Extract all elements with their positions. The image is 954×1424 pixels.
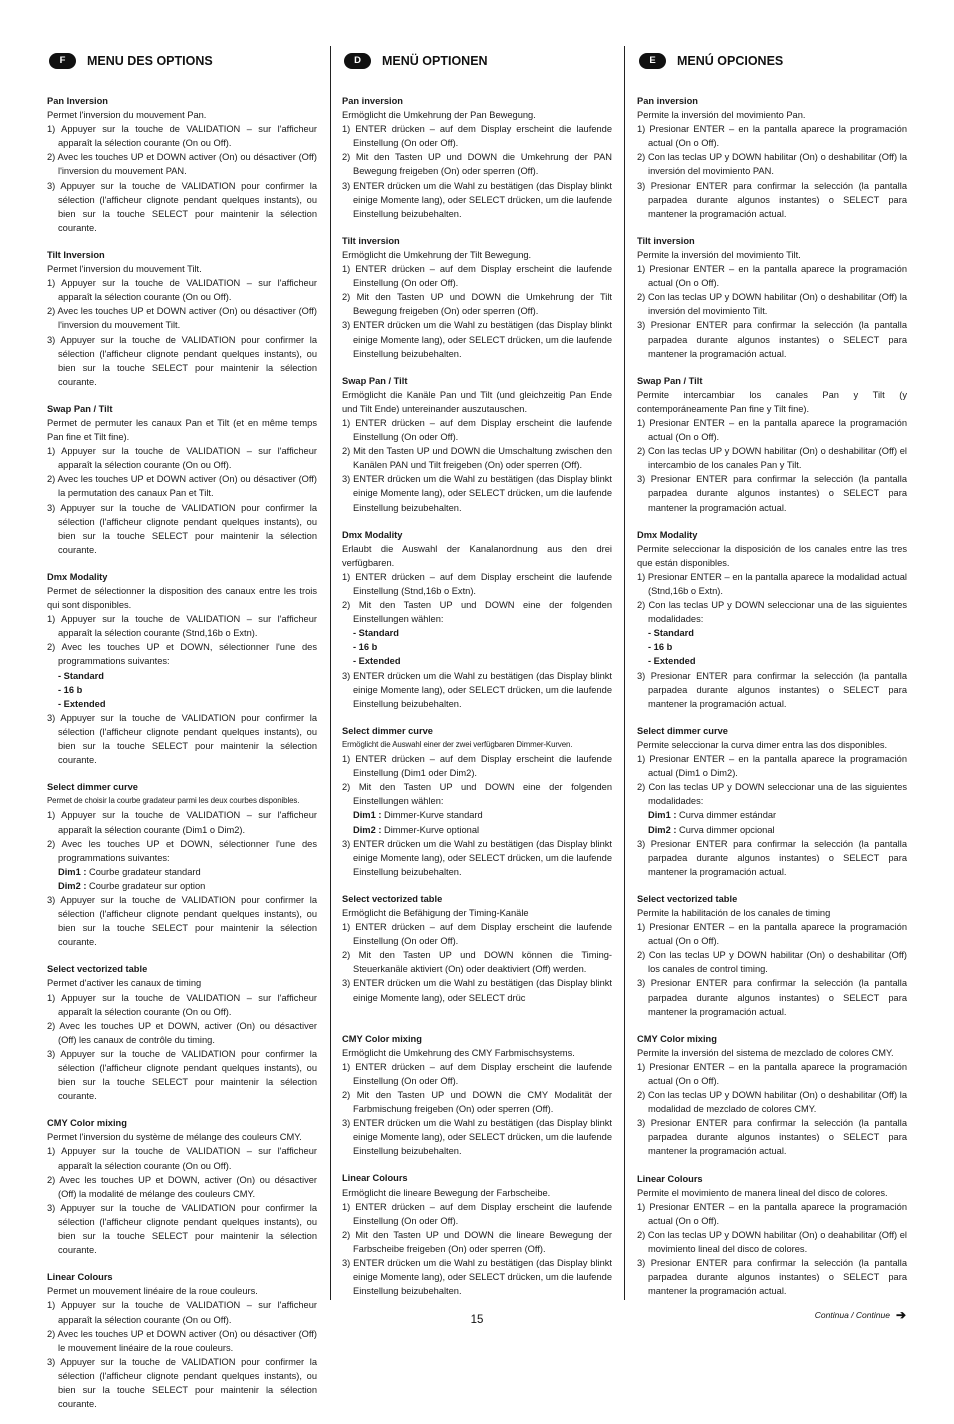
section-title: Swap Pan / Tilt [342,375,408,386]
step-item: 2) Avec les touches UP et DOWN activer (On) ou désactiver (Off) l'inversion du mouvement PAN. [47,152,317,177]
step-item: 1) ENTER drücken – auf dem Display erscheint die laufende Einstellung (On oder Off). [342,1061,612,1086]
step-item: 3) Appuyer sur la touche de VALIDATION pour confirmer la sélection (l'afficheur clignote pendant quelques instants), ou bien sur la touche SELECT pour maintenir la sélection courante. [47,334,317,387]
step-item: 1) Appuyer sur la touche de VALIDATION – sur l'afficheur apparaît la sélection courante (On ou Off). [47,1146,317,1171]
step-item: 1) Appuyer sur la touche de VALIDATION – sur l'afficheur apparaît la sélection courante (On ou Off). [47,278,317,303]
section-intro: Permet d'activer les canaux de timing [47,978,202,989]
step-item: 3) Appuyer sur la touche de VALIDATION pour confirmer la sélection (l'afficheur clignote pendant quelques instants), ou bien sur la touche SELECT pour maintenir la sélection courante. [47,894,317,948]
column-title: MENÜ OPTIONEN [382,54,488,68]
step-item: 3) Appuyer sur la touche de VALIDATION pour confirmer la sélection (l'afficheur clignote pendant quelques instants), ou bien sur la touche SELECT pour maintenir la sélection courante. [47,502,317,555]
section-title: Tilt inversion [342,235,400,246]
option-item [342,808,612,822]
step-item: 3) Appuyer sur la touche de VALIDATION pour confirmer la sélection (l'afficheur clignote pendant quelques instants), ou bien sur la touche SELECT pour maintenir la sélection courante. [47,1356,317,1410]
option-label: Dim2 : [58,880,87,891]
step-item: 3) Presionar ENTER para confirmar la selección (la pantalla parpadea durante algunos instantes) o SELECT para mantener la programación actual. [637,1118,907,1157]
section-intro: Ermöglicht die Umkehrung des CMY Farbmischsystems. [342,1047,575,1058]
section-intro: Permet l'inversion du mouvement Tilt. [47,264,202,275]
continue-link[interactable] [815,1308,906,1322]
step-item: 3) Presionar ENTER para confirmar la selección (la pantalla parpadea durante algunos instantes) o SELECT para mantener la programación actual. [637,180,907,219]
menu-section [342,892,612,1019]
step-item: 2) Avec les touches UP et DOWN activer (On) ou désactiver (Off) la permutation des canaux Pan et Tilt. [47,474,317,499]
step-item: 2) Con las teclas UP y DOWN habilitar (On) o deshabilitar (Off) los canales de control timing. [637,950,907,975]
column-spanish [637,50,907,1311]
step-item: 1) Presionar ENTER – en la pantalla aparece la programación actual (On o Off). [637,264,907,289]
step-item: 2) Mit den Tasten UP und DOWN die Umkehrung der PAN Bewegung freigeben (On) oder sperren (Off). [342,152,612,177]
option-item: - Extended [353,656,401,667]
section-title: Linear Colours [47,1272,113,1283]
section-title: Select dimmer curve [342,725,433,736]
step-item: 2) Mit den Tasten UP und DOWN die Umschaltung zwischen den Kanälen PAN und Tilt freigeben (On) oder sperren (Off). [342,446,612,471]
option-label: Dim1 : [58,866,87,877]
section-intro: Permet l'inversion du mouvement Pan. [47,110,207,121]
step-item: 2) Avec les touches UP et DOWN, activer (On) ou désactiver (Off) les canaux de contrôle du timing. [47,1020,317,1045]
section-intro: Ermöglicht die Kanäle Pan und Tilt (und gleichzeitig Pan Ende und Tilt Ende) untereinander auszutauschen. [342,389,612,414]
menu-section [47,780,317,949]
step-item: 1) ENTER drücken – auf dem Display erscheint die laufende Einstellung (Dim1 oder Dim2). [342,754,612,779]
menu-section [342,1032,612,1159]
section-title: Select vectorized table [47,964,148,975]
section-title: CMY Color mixing [47,1118,127,1129]
section-intro: Permet de choisir la courbe gradateur parmi les deux courbes disponibles. [47,796,300,806]
section-intro: Permite la inversión del movimiento Pan. [637,110,806,121]
section-intro: Permet de sélectionner la disposition des canaux entre les trois qui sont disponibles. [47,586,317,611]
section-title: Swap Pan / Tilt [47,403,113,414]
section-intro: Permet un mouvement linéaire de la roue couleurs. [47,1286,258,1297]
section-intro: Ermöglicht die Umkehrung der Tilt Bewegung. [342,249,532,260]
menu-section [342,724,612,879]
step-item: 1) ENTER drücken – auf dem Display erscheint die laufende Einstellung (On oder Off). [342,417,612,443]
option-item: - 16 b [58,684,83,695]
step-item: 2) Avec les touches UP et DOWN activer (On) ou désactiver (Off) le mouvement linéaire de la roue couleurs. [47,1328,317,1353]
menu-section [637,374,907,515]
column-divider [330,46,331,1300]
section-intro: Permite el movimiento de manera lineal del disco de colores. [637,1187,888,1198]
step-item: 2) Mit den Tasten UP und DOWN eine der folgenden Einstellungen wählen: [342,600,612,625]
menu-section [47,1270,317,1411]
option-item: - Standard [58,670,104,681]
option-item [637,823,907,837]
menu-section [47,248,317,389]
menu-section [342,528,612,711]
section-intro: Permet l'inversion du système de mélange des couleurs CMY. [47,1132,302,1143]
step-item: 3) ENTER drücken um die Wahl zu bestätigen (das Display blinkt einige Momente lang), oder SELECT drücken, um die laufende Einstellung beizubehalten. [342,838,612,877]
section-intro: Erlaubt die Auswahl der Kanalanordnung aus den drei verfügbaren. [342,543,612,568]
language-badge: E [639,53,666,69]
option-item [47,879,317,893]
section-intro: Permite seleccionar la disposición de los canales entre las tres que están disponibles. [637,543,907,568]
step-item: 3) Presionar ENTER para confirmar la selección (la pantalla parpadea durante algunos instantes) o SELECT para mantener la programación actual. [637,320,907,359]
option-value: Curva dimmer opcional [676,824,775,835]
menu-section [47,94,317,235]
column-german [342,50,612,1311]
step-item: 3) ENTER drücken um die Wahl zu bestätigen (das Display blinkt einige Momente lang), oder SELECT drücken, um die laufende Einstellung beizubehalten. [342,180,612,219]
step-item: 2) Mit den Tasten UP und DOWN die Umkehrung der Tilt Bewegung freigeben (On) oder sperren (Off). [342,292,612,317]
step-item: 1) ENTER drücken – auf dem Display erscheint die laufende Einstellung (On oder Off). [342,124,612,149]
section-intro: Permite la inversión del sistema de mezclado de colores CMY. [637,1047,894,1058]
step-item: 1) Appuyer sur la touche de VALIDATION – sur l'afficheur apparaît la sélection courante (Dim1 o Dim2). [47,810,317,835]
language-badge: F [49,53,76,69]
step-item: 3) Appuyer sur la touche de VALIDATION pour confirmer la sélection (l'afficheur clignote pendant quelques instants), ou bien sur la touche SELECT pour maintenir la sélection courante. [47,1202,317,1256]
menu-section [637,724,907,879]
menu-section [637,892,907,1019]
step-item: 1) Presionar ENTER – en la pantalla aparece la programación actual (On o Off). [637,1201,907,1226]
step-item: 1) Appuyer sur la touche de VALIDATION – sur l'afficheur apparaît la sélection courante (On ou Off). [47,124,317,149]
option-item: - 16 b [648,642,673,653]
section-title: Pan inversion [637,96,698,106]
step-item: 2) Con las teclas UP y DOWN seleccionar una de las siguientes modalidades: [637,782,907,807]
option-value: Dimmer-Kurve optional [381,824,480,835]
section-title: Select vectorized table [342,893,443,904]
option-item: - Standard [648,628,694,639]
step-item: 1) ENTER drücken – auf dem Display erscheint die laufende Einstellung (On oder Off). [342,922,612,947]
option-label: Dim1 : [648,810,677,821]
menu-section [342,94,612,221]
arrow-right-icon: ➔ [895,1308,906,1322]
spacer [342,1005,612,1019]
menu-section [637,1172,907,1299]
step-item: 1) Appuyer sur la touche de VALIDATION – sur l'afficheur apparaît la sélection courante (On ou Off). [47,446,317,471]
column-title: MENÚ OPCIONES [677,54,784,68]
language-badge: D [344,53,371,69]
option-label: Dim2 : [353,824,382,835]
column-header [49,50,317,72]
step-item: 2) Mit den Tasten UP und DOWN können die Timing-Steuerkanäle aktiviert (On) oder deaktiviert (Off) werden. [342,950,612,975]
section-title: Linear Colours [637,1173,703,1184]
step-item: 1) Presionar ENTER – en la pantalla aparece la programación actual (On o Off). [637,922,907,947]
step-item: 3) Appuyer sur la touche de VALIDATION pour confirmer la sélection (l'afficheur clignote pendant quelques instants), ou bien sur la touche SELECT pour maintenir la sélection courante. [47,180,317,233]
menu-section [47,570,317,767]
column-header [344,50,612,72]
step-item: 2) Avec les touches UP et DOWN, sélectionner l'une des programmations suivantes: [47,838,317,863]
step-item: 3) ENTER drücken um die Wahl zu bestätigen (das Display blinkt einige Momente lang), oder SELECT drüc [342,978,612,1003]
menu-section [342,374,612,515]
menu-section [342,234,612,361]
column-title: MENU DES OPTIONS [87,54,213,68]
menu-section [637,528,907,711]
section-title: Select dimmer curve [47,782,138,793]
step-item: 2) Avec les touches UP et DOWN, activer (On) ou désactiver (Off) la modalité de mélange des couleurs CMY. [47,1174,317,1199]
section-title: Dmx Modality [342,529,403,540]
menu-section [637,234,907,361]
step-item: 1) Presionar ENTER – en la pantalla aparece la programación actual (On o Off). [637,417,907,443]
step-item: 1) ENTER drücken – auf dem Display erscheint die laufende Einstellung (On oder Off). [342,1201,612,1226]
step-item: 3) Appuyer sur la touche de VALIDATION pour confirmer la sélection (l'afficheur clignote pendant quelques instants), ou bien sur la touche SELECT pour maintenir la sélection courante. [47,712,317,766]
option-value: Courbe gradateur standard [86,866,201,877]
section-intro: Permet de permuter les canaux Pan et Tilt (et en même temps Pan fine et Tilt fine). [47,417,317,443]
step-item: 3) Presionar ENTER para confirmar la selección (la pantalla parpadea durante algunos instantes) o SELECT para mantener la programación actual. [637,838,907,877]
step-item: 1) Presionar ENTER – en la pantalla aparece la programación actual (On o Off). [637,124,907,149]
option-item: - Standard [353,628,399,639]
step-item: 1) ENTER drücken – auf dem Display erscheint die laufende Einstellung (On oder Off). [342,264,612,289]
menu-section [637,1032,907,1159]
step-item: 2) Mit den Tasten UP und DOWN eine der folgenden Einstellungen wählen: [342,782,612,807]
step-item: 2) Mit den Tasten UP und DOWN die lineare Bewegung der Farbscheibe freigeben (On) oder sperren (Off). [342,1229,612,1254]
step-item: 2) Con las teclas UP y DOWN seleccionar una de las siguientes modalidades: [637,600,907,625]
step-item: 3) ENTER drücken um die Wahl zu bestätigen (das Display blinkt einige Momente lang), oder SELECT drücken, um die laufende Einstellung beizubehalten. [342,1258,612,1297]
option-label: Dim2 : [648,824,677,835]
section-title: Swap Pan / Tilt [637,375,703,386]
section-title: Pan inversion [342,96,403,106]
section-title: Tilt inversion [637,235,695,246]
step-item: 1) Presionar ENTER – en la pantalla aparece la programación actual (On o Off). [637,1061,907,1086]
section-title: Tilt Inversion [47,249,105,260]
step-item: 3) Presionar ENTER para confirmar la selección (la pantalla parpadea durante algunos instantes) o SELECT para mantener la programación actual. [637,670,907,709]
step-item: 1) Presionar ENTER – en la pantalla aparece la modalidad actual (Stnd,16b o Extn). [637,571,907,596]
step-item: 2) Con las teclas UP y DOWN habilitar (On) o deahabilitar (Off) el movimiento lineal del disco de colores. [637,1229,907,1255]
column-french [47,50,317,1424]
option-label: Dim1 : [353,810,382,821]
page-number: 15 [470,1314,484,1326]
section-title: Select dimmer curve [637,725,728,736]
option-item [342,823,612,837]
option-value: Curva dimmer estándar [676,810,777,821]
section-intro: Ermöglicht die Umkehrung der Pan Bewegung. [342,110,536,121]
step-item: 1) ENTER drücken – auf dem Display erscheint die laufende Einstellung (Stnd,16b o Extn). [342,571,612,596]
option-value: Dimmer-Kurve standard [381,810,483,821]
step-item: 1) Appuyer sur la touche de VALIDATION – sur l'afficheur apparaît la sélection courante (On ou Off). [47,992,317,1017]
step-item: 2) Con las teclas UP y DOWN habilitar (On) o deshabilitar (Off) la modalidad de mezclado de colores CMY. [637,1090,907,1115]
section-title: Dmx Modality [47,571,108,582]
column-header [639,50,907,72]
option-item [637,808,907,822]
section-title: CMY Color mixing [342,1033,422,1044]
option-item: - Extended [648,656,696,667]
step-item: 3) ENTER drücken um die Wahl zu bestätigen (das Display blinkt einige Momente lang), oder SELECT drücken, um die laufende Einstellung beizubehalten. [342,1118,612,1157]
section-intro: Permite la inversión del movimiento Tilt. [637,249,801,260]
menu-section [47,1116,317,1257]
section-intro: Permite la habilitación de los canales de timing [637,907,831,918]
section-intro: Ermöglicht die Auswahl einer der zwei verfügbaren Dimmer-Kurven. [342,739,573,749]
step-item: 3) Appuyer sur la touche de VALIDATION pour confirmer la sélection (l'afficheur clignote pendant quelques instants), ou bien sur la touche SELECT pour maintenir la sélection courante. [47,1048,317,1102]
section-intro: Permite intercambiar los canales Pan y Tilt (y contemporáneamente Pan fine y Tilt fine). [637,389,907,414]
step-item: 2) Con las teclas UP y DOWN habilitar (On) o deshabilitar (Off) el intercambio de los canales Pan y Tilt. [637,446,907,471]
section-title: Dmx Modality [637,529,698,540]
section-title: Pan Inversion [47,96,108,106]
step-item: 2) Con las teclas UP y DOWN habilitar (On) o deshabilitar (Off) la inversión del movimiento Tilt. [637,292,907,317]
step-item: 1) Appuyer sur la touche de VALIDATION – sur l'afficheur apparaît la sélection courante (On ou Off). [47,1300,317,1325]
option-item: - 16 b [353,642,378,653]
step-item: 3) ENTER drücken um die Wahl zu bestätigen (das Display blinkt einige Momente lang), oder SELECT drücken, um die laufende Einstellung beizubehalten. [342,320,612,359]
column-divider [624,46,625,1300]
step-item: 3) Presionar ENTER para confirmar la selección (la pantalla parpadea durante algunos instantes) o SELECT para mantener la programación actual. [637,474,907,513]
step-item: 3) ENTER drücken um die Wahl zu bestätigen (das Display blinkt einige Momente lang), oder SELECT drücken, um die laufende Einstellung beizubehalten. [342,670,612,709]
step-item: 3) Presionar ENTER para confirmar la selección (la pantalla parpadea durante algunos instantes) o SELECT para mantener la programación actual. [637,1258,907,1297]
option-value: Courbe gradateur sur option [86,880,206,891]
section-title: Linear Colours [342,1173,408,1184]
menu-section [47,962,317,1103]
section-intro: Ermöglicht die lineare Bewegung der Farbscheibe. [342,1187,551,1198]
step-item: 3) Presionar ENTER para confirmar la selección (la pantalla parpadea durante algunos instantes) o SELECT para mantener la programación actual. [637,978,907,1017]
step-item: 2) Avec les touches UP et DOWN, sélectionner l'une des programmations suivantes: [47,642,317,667]
section-intro: Ermöglicht die Befähigung der Timing-Kanäle [342,907,529,918]
menu-section [342,1171,612,1298]
option-item [47,865,317,879]
continue-label: Continua / Continue [814,1310,890,1320]
step-item: 2) Con las teclas UP y DOWN habilitar (On) o deshabilitar (Off) la inversión del movimiento PAN. [637,152,907,177]
section-intro: Permite seleccionar la curva dimer entra las dos disponibles. [637,739,888,750]
step-item: 3) ENTER drücken um die Wahl zu bestätigen (das Display blinkt einige Momente lang), oder SELECT drücken, um die laufende Einstellung beizubehalten. [342,474,612,513]
menu-section [47,402,317,557]
section-title: CMY Color mixing [637,1033,717,1044]
option-item: - Extended [58,698,106,709]
section-title: Select vectorized table [637,893,738,904]
step-item: 1) Presionar ENTER – en la pantalla aparece la programación actual (Dim1 o Dim2). [637,754,907,779]
menu-section [637,94,907,221]
step-item: 2) Avec les touches UP et DOWN activer (On) ou désactiver (Off) l'inversion du mouvement Tilt. [47,306,317,331]
step-item: 1) Appuyer sur la touche de VALIDATION – sur l'afficheur apparaît la sélection courante (Stnd,16b o Extn). [47,614,317,639]
step-item: 2) Mit den Tasten UP und DOWN die CMY Modalität der Farbmischung freigeben (On) oder sperren (Off). [342,1090,612,1115]
